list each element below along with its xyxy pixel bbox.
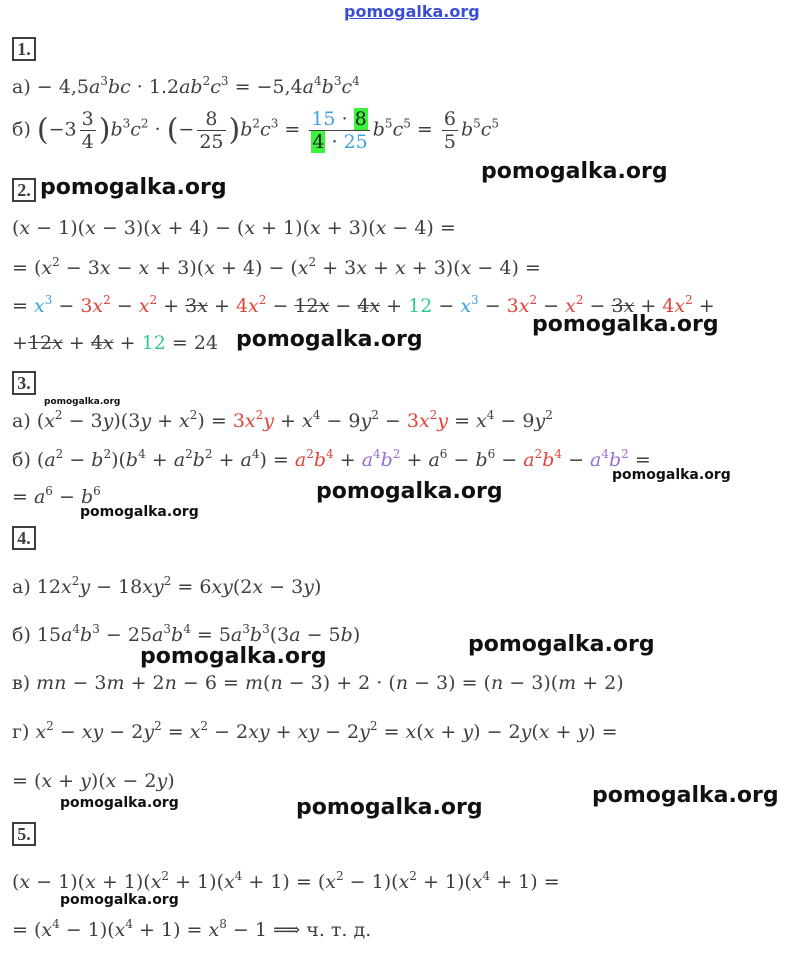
- watermark: pomogalka.org: [296, 795, 483, 820]
- problem-number-3: 3.: [12, 371, 36, 395]
- problem-2-line-4: +12x + 4x + 12 = 24: [12, 332, 219, 354]
- problem-4g: г) $x^2$ − xy − $2y^2 = x^2 - 2xy$ + xy − $2y^2 = x(x + y) - 2y(x + y)$ =: [12, 719, 618, 743]
- problem-3a: а) $(x^2 - 3y)(3y + x^2) = 3x^2y + x^4 - 9y^2 - 3x^2y = x^4 - 9y^2$: [12, 408, 553, 432]
- label-a: а): [12, 410, 31, 432]
- problem-2-line-1: (x − 1)(x − 3)(x + 4) − (x + 1)(x + 3)(x − 4) =: [12, 217, 456, 239]
- problem-2-line-2: = $(x^2 - 3x - x + 3)(x + 4) - (x^2 + 3x + x + 3)(x - 4)$ =: [12, 255, 541, 279]
- header-watermark[interactable]: pomogalka.org: [344, 2, 480, 21]
- label-g: г): [12, 721, 30, 743]
- watermark: pomogalka.org: [140, 644, 327, 669]
- chtd-text: ч. т. д.: [306, 919, 372, 941]
- problem-2-line-3: = $x^3 - 3x^2 - x^2 + 3x + 4x^2 - 12x - 4x + 12 - x^3 - 3x^2 - x^2 - 3x + 4x^2$ +: [12, 293, 715, 317]
- problem-4b: б) $15a^4b^3 - 25a^3b^4 = 5a^3b^3(3a - 5b)$: [12, 622, 361, 646]
- watermark: pomogalka.org: [60, 795, 179, 811]
- problem-4v: в) mn − 3m + 2n − 6 = m(n − 3) + 2 · (n − 3) = (n − 3)(m + 2): [12, 672, 624, 694]
- problem-1b: б) (−3 $\frac{3}{4}$ )$b^3c^2$ · (− $\frac{8}{25}$ )$b^2c^3$ = $\frac{15 \cdot 8}{4 \cdot 25}$ $b^5c^5$ = $\frac{6}{5}$ $b^5c^5$: [12, 108, 500, 153]
- problem-1a: $а) - 4,5a^3bc \cdot 1.2ab^2c^3 = -5,4a^4b^3c^4$: [12, 74, 360, 98]
- watermark: pomogalka.org: [80, 504, 199, 520]
- problem-number-4: 4.: [12, 526, 36, 550]
- problem-4g-line-2: = (x + y)(x − 2y): [12, 770, 175, 792]
- problem-number-5: 5.: [12, 822, 36, 846]
- watermark: pomogalka.org: [532, 312, 719, 337]
- watermark: pomogalka.org: [60, 892, 179, 908]
- problem-number-2: 2.: [12, 178, 36, 202]
- watermark: pomogalka.org: [592, 783, 779, 808]
- label-b: б): [12, 449, 31, 471]
- watermark: pomogalka.org: [612, 467, 731, 483]
- problem-5-line-2: = $(x^4 - 1)(x^4 + 1) = x^8 - 1$ ⟹ ч. т. д.: [12, 917, 372, 941]
- problem-3b: б) $(a^2 - b^2)(b^4 + a^2b^2 + a^4) = a^2b^4 + a^4b^2 + a^6 - b^6 - a^2b^4 - a^4b^2$ =: [12, 447, 651, 471]
- label-v: в): [12, 672, 31, 694]
- watermark: pomogalka.org: [481, 159, 668, 184]
- label-a: а): [12, 76, 31, 98]
- watermark: pomogalka.org: [44, 397, 121, 407]
- label-b: б): [12, 624, 31, 646]
- problem-number-1: 1.: [12, 37, 36, 61]
- label-a: а): [12, 576, 31, 598]
- watermark: pomogalka.org: [236, 327, 423, 352]
- problem-5-line-1: $(x - 1)(x + 1)(x^2 + 1)(x^4 + 1) = (x^2 - 1)(x^2 + 1)(x^4 + 1)$ =: [12, 869, 560, 893]
- watermark: pomogalka.org: [316, 479, 503, 504]
- watermark: pomogalka.org: [40, 175, 227, 200]
- watermark: pomogalka.org: [468, 632, 655, 657]
- problem-3b-line-2: = $a^6 - b^6$: [12, 484, 101, 508]
- label-b: б): [12, 118, 31, 141]
- problem-4a: а) $12x^2y - 18xy^2 = 6xy(2x - 3y)$: [12, 574, 322, 598]
